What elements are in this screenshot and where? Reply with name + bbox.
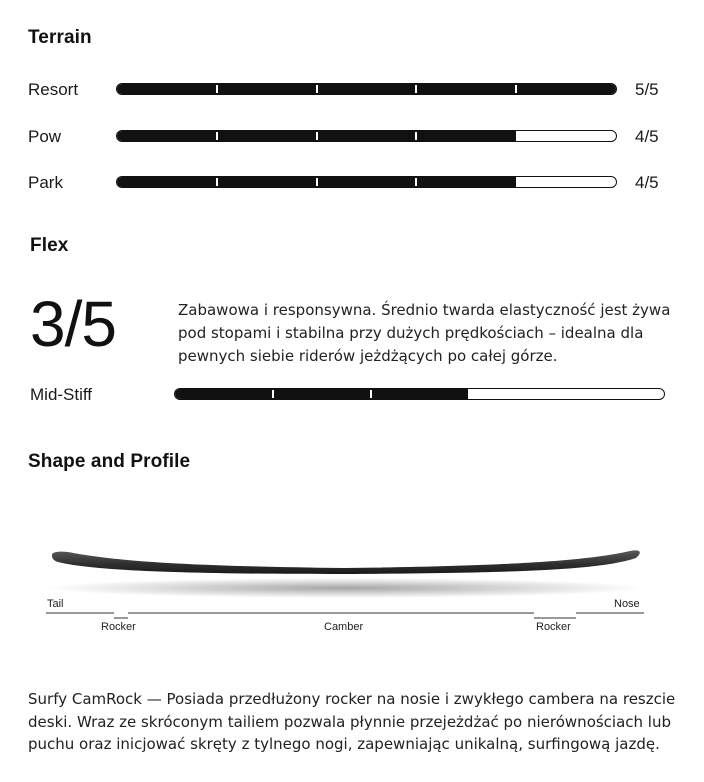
snowboard-shape — [52, 550, 640, 574]
bar-tick — [415, 132, 417, 140]
flex-rating-big: 3/5 — [30, 288, 116, 360]
bar-tick — [415, 85, 417, 93]
bar-tick — [515, 85, 517, 93]
flex-rating-label: Mid-Stiff — [30, 385, 93, 404]
terrain-bar — [116, 130, 617, 142]
flex-heading: Flex — [30, 235, 69, 256]
tail-label: Tail — [47, 598, 64, 610]
terrain-heading: Terrain — [28, 27, 92, 48]
flex-description: Zabawowa i responsywna. Średnio twarda elastyczność jest żywa pod stopami i stabilna przy dużych prędkościach – idealna dla pewnych siebie riderów jeżdżących po całej górze. — [178, 301, 671, 365]
flex-bar — [174, 388, 665, 400]
bar-tick — [216, 132, 218, 140]
terrain-score: 4/5 — [635, 173, 659, 192]
bar-tick — [216, 178, 218, 186]
shape-heading: Shape and Profile — [28, 451, 191, 472]
profile-description: Surfy CamRock — Posiada przedłużony rocker na nosie i zwykłego cambera na reszcie deski. Wraz ze skróconym tailiem pozwala płynnie przejeżdżać po nierównościach lub puchu oraz inicjować skręty z tylnego nogi, zapewniając unikalną, surfingową jazdę. — [28, 690, 676, 753]
bar-tick — [370, 390, 372, 398]
bar-fill — [175, 389, 468, 399]
camber-label: Camber — [324, 621, 364, 633]
terrain-row-label: Park — [28, 173, 63, 192]
bar-tick — [415, 178, 417, 186]
rocker-left-label: Rocker — [101, 621, 136, 633]
bar-tick — [216, 85, 218, 93]
rocker-right-label: Rocker — [536, 621, 571, 633]
bar-tick — [316, 178, 318, 186]
terrain-row-label: Resort — [28, 80, 79, 99]
bar-tick — [316, 85, 318, 93]
bar-tick — [272, 390, 274, 398]
terrain-bar — [116, 176, 617, 188]
terrain-bar — [116, 83, 617, 95]
bar-tick — [316, 132, 318, 140]
nose-label: Nose — [614, 598, 640, 610]
terrain-score: 4/5 — [635, 127, 659, 146]
board-shadow — [45, 578, 645, 598]
terrain-row-label: Pow — [28, 127, 62, 146]
bar-fill — [117, 84, 616, 94]
terrain-score: 5/5 — [635, 80, 659, 99]
